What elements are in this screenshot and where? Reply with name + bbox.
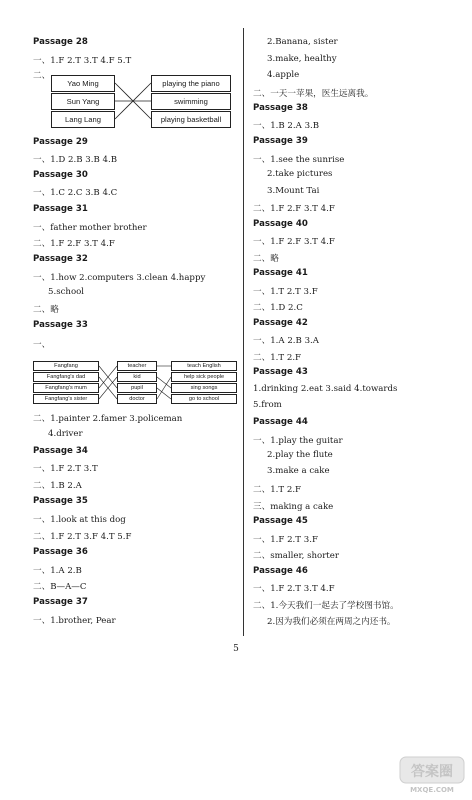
passage-43-answers-1: 1.drinking 2.eat 3.said 4.towards (253, 384, 398, 394)
passage-37-answers-1: 一、1.brother, Pear (33, 616, 116, 626)
passage-29-title: Passage 29 (33, 137, 88, 147)
match-col2-item: teacher (117, 361, 157, 371)
page-number: 5 (233, 644, 239, 654)
passage-40-title: Passage 40 (253, 219, 308, 229)
match-col1-item: Fangfang's dad (33, 372, 99, 382)
match-lines (33, 0, 238, 410)
passage-46-answers-1: 一、1.F 2.T 3.T 4.F (253, 584, 335, 594)
match-col1-item: Fangfang's mum (33, 383, 99, 393)
match-col1-item: Fangfang's sister (33, 394, 99, 404)
passage-46-answers-2: 二、1.今天我们一起去了学校图书馆。 (253, 601, 399, 611)
passage-39-title: Passage 39 (253, 136, 308, 146)
match-right-item: playing basketball (151, 111, 231, 128)
passage-34-title: Passage 34 (33, 446, 88, 456)
match-col1-item: Fangfang (33, 361, 99, 371)
passage-44-title: Passage 44 (253, 417, 308, 427)
watermark-url: MXQE.COM (410, 786, 454, 794)
match-right-item: playing the piano (151, 75, 231, 92)
passage-39-answers-3: 3.Mount Tai (267, 186, 320, 196)
passage-32-title: Passage 32 (33, 254, 88, 264)
passage-31-title: Passage 31 (33, 204, 88, 214)
passage-28-answers: 一、1.F 2.T 3.T 4.F 5.T (33, 56, 132, 66)
passage-42-answers-2: 二、1.T 2.F (253, 353, 302, 363)
passage-46-title: Passage 46 (253, 566, 308, 576)
passage-28-part2-label: 二、 (33, 71, 51, 81)
watermark-text: 答案圈 (411, 764, 453, 780)
passage-36-answers-2: 二、B—A—C (33, 582, 87, 592)
match-left-item: Lang Lang (51, 111, 115, 128)
passage-30-answers: 一、1.C 2.C 3.B 4.C (33, 188, 118, 198)
passage-29-answers: 一、1.D 2.B 3.B 4.B (33, 155, 118, 165)
passage-28-title: Passage 28 (33, 37, 88, 47)
watermark-logo (398, 755, 466, 795)
passage-34-answers-2: 二、1.B 2.A (33, 481, 82, 491)
match-col3-item: teach English (171, 361, 237, 371)
passage-32-answers-3: 二、略 (33, 305, 59, 315)
match-left-item: Yao Ming (51, 75, 115, 92)
passage-32-answers-2: 5.school (48, 287, 85, 297)
passage-32-answers-1: 一、1.how 2.computers 3.clean 4.happy (33, 273, 206, 283)
passage-37-title: Passage 37 (33, 597, 88, 607)
match-right-item: swimming (151, 93, 231, 110)
passage-36-answers-1: 一、1.A 2.B (33, 566, 82, 576)
passage-40-answers-2: 二、略 (253, 254, 279, 264)
column-divider (243, 28, 244, 636)
passage-35-answers-1: 一、1.look at this dog (33, 515, 126, 525)
passage-39-answers-1: 一、1.see the sunrise (253, 155, 345, 165)
passage-45-answers-1: 一、1.F 2.T 3.F (253, 535, 318, 545)
passage-33-answers-3: 4.driver (48, 429, 83, 439)
match-col2-item: doctor (117, 394, 157, 404)
passage-45-title: Passage 45 (253, 516, 308, 526)
passage-33-answers-2: 二、1.painter 2.famer 3.policeman (33, 414, 183, 424)
passage-45-answers-2: 二、smaller, shorter (253, 551, 339, 561)
passage-31-answers-1: 一、father mother brother (33, 223, 147, 233)
match-col3-item: go to school (171, 394, 237, 404)
passage-38-answers: 一、1.B 2.A 3.B (253, 121, 320, 131)
passage-38-title: Passage 38 (253, 103, 308, 113)
passage-43-answers-2: 5.from (253, 400, 282, 410)
passage-36-title: Passage 36 (33, 547, 88, 557)
passage-41-answers-1: 一、1.T 2.T 3.F (253, 287, 318, 297)
passage-37-answers-2: 2.Banana, sister (267, 37, 338, 47)
passage-34-answers-1: 一、1.F 2.T 3.T (33, 464, 98, 474)
passage-33-title: Passage 33 (33, 320, 88, 330)
passage-42-title: Passage 42 (253, 318, 308, 328)
passage-31-answers-2: 二、1.F 2.F 3.T 4.F (33, 239, 115, 249)
passage-44-answers-2: 2.play the flute (267, 450, 333, 460)
match-col2-item: pupil (117, 383, 157, 393)
match-col3-item: help sick people (171, 372, 237, 382)
passage-37-answers-3: 3.make, healthy (267, 54, 337, 64)
passage-44-answers-5: 三、making a cake (253, 502, 334, 512)
passage-41-answers-2: 二、1.D 2.C (253, 303, 303, 313)
match-col2-item: kid (117, 372, 157, 382)
passage-37-answers-4: 4.apple (267, 70, 300, 80)
passage-44-answers-4: 二、1.T 2.F (253, 485, 302, 495)
match-col3-item: sing songs (171, 383, 237, 393)
passage-35-title: Passage 35 (33, 496, 88, 506)
passage-30-title: Passage 30 (33, 170, 88, 180)
passage-39-answers-4: 二、1.F 2.F 3.T 4.F (253, 204, 335, 214)
passage-42-answers-1: 一、1.A 2.B 3.A (253, 336, 319, 346)
passage-35-answers-2: 二、1.F 2.T 3.F 4.T 5.F (33, 532, 132, 542)
passage-39-answers-2: 2.take pictures (267, 169, 333, 179)
passage-46-answers-3: 2.因为我们必须在两周之内还书。 (267, 617, 396, 627)
passage-33-part1-label: 一、 (33, 340, 51, 350)
passage-37-answers-5: 二、一天一苹果，医生远离我。 (253, 89, 374, 99)
passage-40-answers-1: 一、1.F 2.F 3.T 4.F (253, 237, 335, 247)
match-left-item: Sun Yang (51, 93, 115, 110)
passage-43-title: Passage 43 (253, 367, 308, 377)
passage-44-answers-3: 3.make a cake (267, 466, 330, 476)
passage-44-answers-1: 一、1.play the guitar (253, 436, 343, 446)
passage-41-title: Passage 41 (253, 268, 308, 278)
